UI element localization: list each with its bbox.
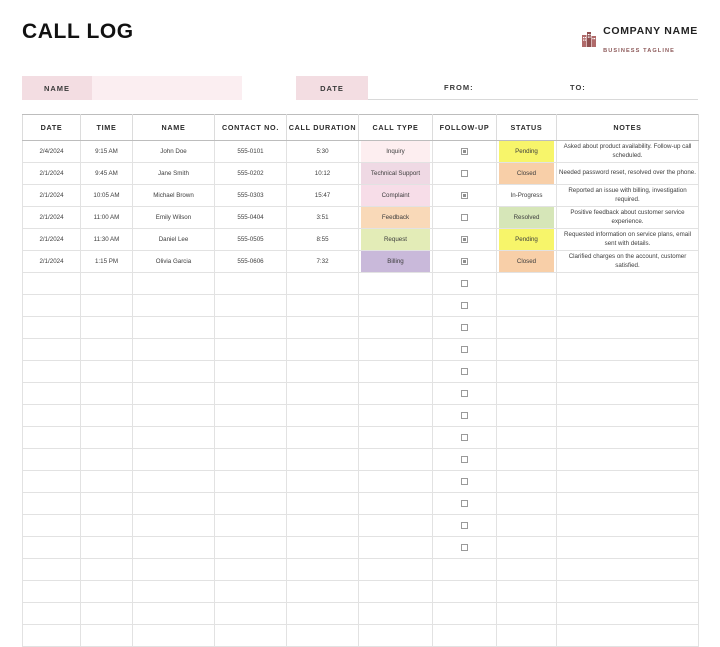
status-badge: In-Progress xyxy=(499,185,554,206)
cell-follow-up[interactable] xyxy=(433,229,497,251)
cell-empty[interactable] xyxy=(287,339,359,361)
cell-empty[interactable] xyxy=(23,625,81,647)
cell-empty[interactable] xyxy=(557,427,699,449)
cell-empty[interactable] xyxy=(287,559,359,581)
cell-empty[interactable] xyxy=(557,559,699,581)
column-header-time: TIME xyxy=(81,115,133,141)
cell-empty[interactable] xyxy=(133,339,215,361)
cell-call-duration[interactable]: 7:32 xyxy=(287,251,359,273)
cell-empty[interactable] xyxy=(497,515,557,537)
status-badge: Pending xyxy=(499,141,554,162)
cell-empty[interactable] xyxy=(433,317,497,339)
cell-follow-up[interactable] xyxy=(433,163,497,185)
cell-empty[interactable] xyxy=(359,625,433,647)
cell-empty[interactable] xyxy=(287,537,359,559)
cell-name[interactable]: Daniel Lee xyxy=(133,229,215,251)
cell-date[interactable]: 2/1/2024 xyxy=(23,207,81,229)
cell-empty[interactable] xyxy=(433,559,497,581)
table-row-empty[interactable] xyxy=(23,625,699,647)
cell-call-duration[interactable]: 3:51 xyxy=(287,207,359,229)
from-label: FROM: xyxy=(444,83,474,92)
cell-empty[interactable] xyxy=(215,515,287,537)
cell-empty[interactable] xyxy=(133,559,215,581)
cell-empty[interactable] xyxy=(557,361,699,383)
cell-empty[interactable] xyxy=(23,515,81,537)
cell-name[interactable]: John Doe xyxy=(133,141,215,163)
cell-empty[interactable] xyxy=(359,493,433,515)
cell-empty[interactable] xyxy=(81,427,133,449)
cell-empty[interactable] xyxy=(23,383,81,405)
cell-empty[interactable] xyxy=(23,273,81,295)
cell-status[interactable] xyxy=(497,141,557,163)
follow-up-checkbox[interactable] xyxy=(461,324,468,331)
cell-empty[interactable] xyxy=(557,515,699,537)
cell-contact-no[interactable]: 555-0303 xyxy=(215,185,287,207)
table-row-empty[interactable] xyxy=(23,339,699,361)
follow-up-checkbox[interactable] xyxy=(461,368,468,375)
cell-empty[interactable] xyxy=(557,537,699,559)
date-input[interactable] xyxy=(368,76,438,100)
cell-empty[interactable] xyxy=(433,581,497,603)
name-label: NAME xyxy=(22,76,92,100)
column-header-call-duration: CALL DURATION xyxy=(287,115,359,141)
cell-empty[interactable] xyxy=(287,295,359,317)
cell-empty[interactable] xyxy=(497,449,557,471)
table-row-empty[interactable] xyxy=(23,581,699,603)
cell-empty[interactable] xyxy=(215,317,287,339)
cell-empty[interactable] xyxy=(557,449,699,471)
table-row-empty[interactable] xyxy=(23,427,699,449)
cell-follow-up[interactable] xyxy=(433,141,497,163)
call-type-badge: Complaint xyxy=(361,185,430,206)
cell-empty[interactable] xyxy=(287,493,359,515)
cell-empty[interactable] xyxy=(287,581,359,603)
follow-up-checkbox[interactable] xyxy=(461,522,468,529)
cell-notes[interactable]: Clarified charges on the account, customer satisfied. xyxy=(557,251,699,273)
cell-empty[interactable] xyxy=(81,383,133,405)
cell-notes[interactable]: Positive feedback about customer service experience. xyxy=(557,207,699,229)
cell-empty[interactable] xyxy=(287,317,359,339)
follow-up-checkbox[interactable] xyxy=(461,192,468,199)
cell-follow-up[interactable] xyxy=(433,207,497,229)
cell-empty[interactable] xyxy=(287,625,359,647)
cell-empty[interactable] xyxy=(287,427,359,449)
table-row-empty[interactable] xyxy=(23,317,699,339)
column-header-name: NAME xyxy=(133,115,215,141)
status-badge: Resolved xyxy=(499,207,554,228)
cell-empty[interactable] xyxy=(433,405,497,427)
cell-empty[interactable] xyxy=(359,537,433,559)
cell-empty[interactable] xyxy=(23,339,81,361)
company-name: COMPANY NAME xyxy=(603,25,698,37)
cell-empty[interactable] xyxy=(215,339,287,361)
cell-empty[interactable] xyxy=(497,295,557,317)
cell-empty[interactable] xyxy=(81,317,133,339)
table-row-empty[interactable] xyxy=(23,449,699,471)
cell-empty[interactable] xyxy=(133,625,215,647)
cell-empty[interactable] xyxy=(215,383,287,405)
cell-empty[interactable] xyxy=(497,603,557,625)
cell-contact-no[interactable]: 555-0606 xyxy=(215,251,287,273)
cell-empty[interactable] xyxy=(81,625,133,647)
cell-empty[interactable] xyxy=(81,515,133,537)
cell-empty[interactable] xyxy=(215,493,287,515)
cell-empty[interactable] xyxy=(287,273,359,295)
cell-call-type[interactable] xyxy=(359,251,433,273)
cell-empty[interactable] xyxy=(215,603,287,625)
column-header-status: STATUS xyxy=(497,115,557,141)
cell-empty[interactable] xyxy=(287,449,359,471)
table-row-empty[interactable] xyxy=(23,295,699,317)
cell-empty[interactable] xyxy=(81,581,133,603)
cell-date[interactable]: 2/1/2024 xyxy=(23,185,81,207)
cell-empty[interactable] xyxy=(133,581,215,603)
follow-up-checkbox[interactable] xyxy=(461,258,468,265)
cell-empty[interactable] xyxy=(287,361,359,383)
cell-empty[interactable] xyxy=(215,537,287,559)
follow-up-checkbox[interactable] xyxy=(461,280,468,287)
cell-empty[interactable] xyxy=(133,449,215,471)
cell-empty[interactable] xyxy=(81,361,133,383)
cell-empty[interactable] xyxy=(133,515,215,537)
cell-empty[interactable] xyxy=(133,471,215,493)
cell-date[interactable]: 2/1/2024 xyxy=(23,251,81,273)
document-header xyxy=(22,18,698,62)
cell-empty[interactable] xyxy=(23,581,81,603)
table-row-empty[interactable] xyxy=(23,537,699,559)
cell-time[interactable]: 1:15 PM xyxy=(81,251,133,273)
table-row-empty[interactable] xyxy=(23,383,699,405)
cell-empty[interactable] xyxy=(433,295,497,317)
name-input[interactable] xyxy=(92,76,242,100)
table-row[interactable] xyxy=(23,185,699,207)
cell-empty[interactable] xyxy=(133,537,215,559)
follow-up-checkbox[interactable] xyxy=(461,456,468,463)
cell-empty[interactable] xyxy=(81,471,133,493)
company-tagline: BUSINESS TAGLINE xyxy=(603,48,675,55)
cell-follow-up[interactable] xyxy=(433,251,497,273)
meta-spacer xyxy=(242,76,296,100)
cell-empty[interactable] xyxy=(81,559,133,581)
cell-empty[interactable] xyxy=(133,295,215,317)
cell-empty[interactable] xyxy=(23,295,81,317)
cell-empty[interactable] xyxy=(359,273,433,295)
cell-call-type[interactable] xyxy=(359,141,433,163)
cell-empty[interactable] xyxy=(133,361,215,383)
cell-empty[interactable] xyxy=(433,339,497,361)
cell-contact-no[interactable]: 555-0202 xyxy=(215,163,287,185)
cell-empty[interactable] xyxy=(359,295,433,317)
cell-empty[interactable] xyxy=(359,515,433,537)
cell-call-duration[interactable]: 8:55 xyxy=(287,229,359,251)
cell-time[interactable]: 10:05 AM xyxy=(81,185,133,207)
column-header-date: DATE xyxy=(23,115,81,141)
cell-contact-no[interactable]: 555-0101 xyxy=(215,141,287,163)
cell-empty[interactable] xyxy=(497,273,557,295)
cell-empty[interactable] xyxy=(359,427,433,449)
cell-empty[interactable] xyxy=(287,383,359,405)
cell-empty[interactable] xyxy=(133,317,215,339)
cell-empty[interactable] xyxy=(433,273,497,295)
cell-name[interactable]: Emily Wilson xyxy=(133,207,215,229)
cell-empty[interactable] xyxy=(359,405,433,427)
date-label: DATE xyxy=(296,76,368,100)
cell-empty[interactable] xyxy=(81,449,133,471)
table-header-row xyxy=(23,115,699,141)
cell-empty[interactable] xyxy=(133,405,215,427)
table-row-empty[interactable] xyxy=(23,273,699,295)
cell-empty[interactable] xyxy=(433,515,497,537)
cell-empty[interactable] xyxy=(287,471,359,493)
cell-empty[interactable] xyxy=(23,471,81,493)
call-type-badge: Billing xyxy=(361,251,430,272)
cell-empty[interactable] xyxy=(557,405,699,427)
cell-empty[interactable] xyxy=(23,317,81,339)
cell-call-duration[interactable]: 15:47 xyxy=(287,185,359,207)
cell-empty[interactable] xyxy=(497,361,557,383)
cell-empty[interactable] xyxy=(557,383,699,405)
call-log-table xyxy=(22,114,699,647)
cell-empty[interactable] xyxy=(557,581,699,603)
cell-empty[interactable] xyxy=(215,449,287,471)
table-row[interactable] xyxy=(23,251,699,273)
table-row-empty[interactable] xyxy=(23,603,699,625)
table-row[interactable] xyxy=(23,163,699,185)
cell-call-type[interactable] xyxy=(359,185,433,207)
cell-empty[interactable] xyxy=(133,383,215,405)
cell-empty[interactable] xyxy=(215,273,287,295)
cell-empty[interactable] xyxy=(359,317,433,339)
cell-contact-no[interactable]: 555-0505 xyxy=(215,229,287,251)
cell-empty[interactable] xyxy=(81,295,133,317)
cell-status[interactable] xyxy=(497,229,557,251)
meta-row xyxy=(22,76,698,100)
follow-up-checkbox[interactable] xyxy=(461,434,468,441)
cell-empty[interactable] xyxy=(359,449,433,471)
page-title: CALL LOG xyxy=(22,20,134,43)
follow-up-checkbox[interactable] xyxy=(461,390,468,397)
cell-empty[interactable] xyxy=(133,493,215,515)
cell-status[interactable] xyxy=(497,207,557,229)
to-field[interactable] xyxy=(564,76,698,100)
cell-empty[interactable] xyxy=(23,361,81,383)
cell-empty[interactable] xyxy=(497,339,557,361)
cell-empty[interactable] xyxy=(23,493,81,515)
follow-up-checkbox[interactable] xyxy=(461,148,468,155)
follow-up-checkbox[interactable] xyxy=(461,302,468,309)
cell-status[interactable] xyxy=(497,185,557,207)
cell-empty[interactable] xyxy=(497,559,557,581)
cell-empty[interactable] xyxy=(133,427,215,449)
cell-empty[interactable] xyxy=(557,471,699,493)
cell-date[interactable]: 2/1/2024 xyxy=(23,229,81,251)
cell-empty[interactable] xyxy=(215,427,287,449)
cell-empty[interactable] xyxy=(359,361,433,383)
cell-empty[interactable] xyxy=(23,449,81,471)
cell-empty[interactable] xyxy=(23,427,81,449)
cell-time[interactable]: 9:15 AM xyxy=(81,141,133,163)
cell-call-type[interactable] xyxy=(359,207,433,229)
cell-empty[interactable] xyxy=(359,471,433,493)
cell-empty[interactable] xyxy=(497,383,557,405)
cell-empty[interactable] xyxy=(215,295,287,317)
cell-empty[interactable] xyxy=(433,537,497,559)
table-row-empty[interactable] xyxy=(23,515,699,537)
cell-empty[interactable] xyxy=(497,581,557,603)
cell-empty[interactable] xyxy=(215,405,287,427)
table-row-empty[interactable] xyxy=(23,559,699,581)
cell-empty[interactable] xyxy=(557,295,699,317)
building-icon xyxy=(581,30,597,48)
cell-empty[interactable] xyxy=(497,493,557,515)
cell-empty[interactable] xyxy=(497,317,557,339)
cell-empty[interactable] xyxy=(215,559,287,581)
cell-call-duration[interactable]: 5:30 xyxy=(287,141,359,163)
cell-empty[interactable] xyxy=(359,581,433,603)
status-badge: Pending xyxy=(499,229,554,250)
column-header-notes: NOTES xyxy=(557,115,699,141)
cell-empty[interactable] xyxy=(433,383,497,405)
cell-time[interactable]: 11:30 AM xyxy=(81,229,133,251)
follow-up-checkbox[interactable] xyxy=(461,478,468,485)
cell-date[interactable]: 2/4/2024 xyxy=(23,141,81,163)
cell-notes[interactable]: Needed password reset, resolved over the phone. xyxy=(557,163,699,185)
cell-empty[interactable] xyxy=(557,273,699,295)
column-header-contact-no: CONTACT NO. xyxy=(215,115,287,141)
follow-up-checkbox[interactable] xyxy=(461,170,468,177)
follow-up-checkbox[interactable] xyxy=(461,500,468,507)
cell-empty[interactable] xyxy=(359,383,433,405)
cell-notes[interactable]: Requested information on service plans, email sent with details. xyxy=(557,229,699,251)
table-row-empty[interactable] xyxy=(23,405,699,427)
table-row-empty[interactable] xyxy=(23,493,699,515)
column-header-call-type: CALL TYPE xyxy=(359,115,433,141)
cell-name[interactable]: Michael Brown xyxy=(133,185,215,207)
call-type-badge: Feedback xyxy=(361,207,430,228)
follow-up-checkbox[interactable] xyxy=(461,412,468,419)
cell-empty[interactable] xyxy=(497,537,557,559)
table-row[interactable] xyxy=(23,141,699,163)
cell-empty[interactable] xyxy=(215,625,287,647)
cell-empty[interactable] xyxy=(359,339,433,361)
to-label: TO: xyxy=(570,83,586,92)
cell-empty[interactable] xyxy=(497,625,557,647)
cell-time[interactable]: 9:45 AM xyxy=(81,163,133,185)
cell-notes[interactable]: Asked about product availability. Follow-up call scheduled. xyxy=(557,141,699,163)
cell-empty[interactable] xyxy=(81,339,133,361)
cell-empty[interactable] xyxy=(557,339,699,361)
cell-empty[interactable] xyxy=(433,427,497,449)
cell-empty[interactable] xyxy=(287,603,359,625)
cell-call-duration[interactable]: 10:12 xyxy=(287,163,359,185)
cell-call-type[interactable] xyxy=(359,229,433,251)
cell-empty[interactable] xyxy=(433,471,497,493)
cell-empty[interactable] xyxy=(81,603,133,625)
cell-empty[interactable] xyxy=(23,405,81,427)
cell-empty[interactable] xyxy=(133,273,215,295)
cell-empty[interactable] xyxy=(81,537,133,559)
status-badge: Closed xyxy=(499,163,554,184)
table-row[interactable] xyxy=(23,229,699,251)
cell-empty[interactable] xyxy=(433,603,497,625)
cell-status[interactable] xyxy=(497,251,557,273)
cell-empty[interactable] xyxy=(23,603,81,625)
cell-follow-up[interactable] xyxy=(433,185,497,207)
table-row[interactable] xyxy=(23,207,699,229)
brand-text-block xyxy=(603,21,698,58)
cell-empty[interactable] xyxy=(215,471,287,493)
cell-date[interactable]: 2/1/2024 xyxy=(23,163,81,185)
cell-call-type[interactable] xyxy=(359,163,433,185)
cell-empty[interactable] xyxy=(497,427,557,449)
cell-empty[interactable] xyxy=(433,625,497,647)
follow-up-checkbox[interactable] xyxy=(461,236,468,243)
table-row-empty[interactable] xyxy=(23,361,699,383)
cell-empty[interactable] xyxy=(359,559,433,581)
company-brand xyxy=(581,21,698,58)
call-type-badge: Technical Support xyxy=(361,163,430,184)
cell-empty[interactable] xyxy=(557,603,699,625)
call-type-badge: Inquiry xyxy=(361,141,430,162)
follow-up-checkbox[interactable] xyxy=(461,214,468,221)
cell-empty[interactable] xyxy=(433,493,497,515)
cell-contact-no[interactable]: 555-0404 xyxy=(215,207,287,229)
cell-empty[interactable] xyxy=(287,405,359,427)
cell-name[interactable]: Olivia Garcia xyxy=(133,251,215,273)
cell-empty[interactable] xyxy=(133,603,215,625)
cell-empty[interactable] xyxy=(23,537,81,559)
cell-empty[interactable] xyxy=(433,449,497,471)
cell-empty[interactable] xyxy=(81,493,133,515)
cell-empty[interactable] xyxy=(81,273,133,295)
cell-time[interactable]: 11:00 AM xyxy=(81,207,133,229)
cell-empty[interactable] xyxy=(497,405,557,427)
cell-empty[interactable] xyxy=(557,625,699,647)
cell-empty[interactable] xyxy=(557,317,699,339)
from-field[interactable] xyxy=(438,76,564,100)
cell-notes[interactable]: Reported an issue with billing, investigation required. xyxy=(557,185,699,207)
cell-empty[interactable] xyxy=(359,603,433,625)
table-row-empty[interactable] xyxy=(23,471,699,493)
cell-empty[interactable] xyxy=(287,515,359,537)
cell-empty[interactable] xyxy=(215,581,287,603)
follow-up-checkbox[interactable] xyxy=(461,544,468,551)
cell-empty[interactable] xyxy=(557,493,699,515)
status-badge: Closed xyxy=(499,251,554,272)
cell-empty[interactable] xyxy=(215,361,287,383)
follow-up-checkbox[interactable] xyxy=(461,346,468,353)
column-header-follow-up: FOLLOW-UP xyxy=(433,115,497,141)
cell-empty[interactable] xyxy=(433,361,497,383)
cell-empty[interactable] xyxy=(497,471,557,493)
table-body xyxy=(23,141,699,647)
cell-status[interactable] xyxy=(497,163,557,185)
cell-name[interactable]: Jane Smith xyxy=(133,163,215,185)
cell-empty[interactable] xyxy=(23,559,81,581)
cell-empty[interactable] xyxy=(81,405,133,427)
call-type-badge: Request xyxy=(361,229,430,250)
